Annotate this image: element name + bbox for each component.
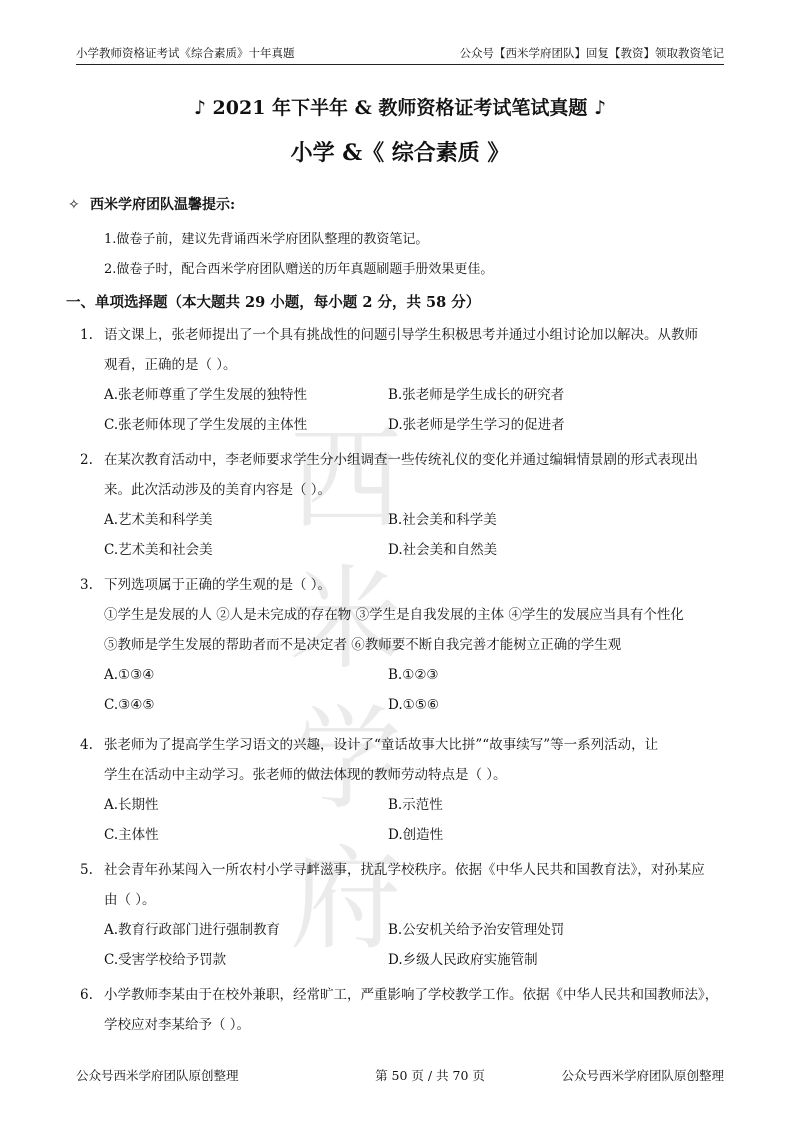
section-title: 一、单项选择题（本大题共 29 小题，每小题 2 分，共 58 分） bbox=[66, 294, 481, 311]
tip-item: 2.做卷子时，配合西米学府团队赠送的历年真题刷题手册效果更佳。 bbox=[104, 262, 494, 277]
option-d[interactable]: D.创造性 bbox=[388, 827, 444, 843]
question-text: 学校应对李某给予（ ）。 bbox=[104, 1017, 251, 1033]
subject-title: 小学 &《 综合素质 》 bbox=[290, 140, 510, 166]
option-b[interactable]: B.示范性 bbox=[388, 797, 443, 813]
question-3 bbox=[80, 570, 722, 720]
tip-item: 1.做卷子前，建议先背诵西米学府团队整理的教资笔记。 bbox=[104, 232, 429, 247]
option-b[interactable]: B.张老师是学生成长的研究者 bbox=[388, 387, 565, 403]
option-a[interactable]: A.长期性 bbox=[104, 797, 159, 813]
option-a[interactable]: A.教育行政部门进行强制教育 bbox=[104, 922, 281, 938]
option-b[interactable]: B.公安机关给予治安管理处罚 bbox=[388, 922, 565, 938]
footer-right: 公众号西米学府团队原创整理 bbox=[561, 1068, 724, 1083]
options bbox=[80, 915, 722, 975]
options bbox=[80, 790, 722, 850]
question-text: 语文课上，张老师提出了一个具有挑战性的问题引导学生积极思考并通过小组讨论加以解决。从教师 bbox=[104, 327, 698, 343]
question-statements: ⑤教师是学生发展的帮助者而不是决定者 ⑥教师要不断自我完善才能树立正确的学生观 bbox=[104, 637, 622, 653]
option-d[interactable]: D.张老师是学生学习的促进者 bbox=[388, 417, 565, 433]
question-6 bbox=[80, 980, 722, 1040]
option-c[interactable]: C.艺术美和社会美 bbox=[104, 542, 213, 558]
option-d[interactable]: D.社会美和自然美 bbox=[388, 542, 498, 558]
option-b[interactable]: B.社会美和科学美 bbox=[388, 512, 497, 528]
option-a[interactable]: A.①③④ bbox=[104, 667, 155, 683]
question-text: 小学教师李某由于在校外兼职，经常旷工，严重影响了学校教学工作。依据《中华人民共和国教师法》， bbox=[104, 987, 719, 1003]
option-c[interactable]: C.主体性 bbox=[104, 827, 159, 843]
question-number: 6. bbox=[80, 987, 93, 1003]
question-number: 3. bbox=[80, 577, 93, 593]
options bbox=[80, 505, 722, 565]
question-text: 社会青年孙某闯入一所农村小学寻衅滋事，扰乱学校秩序。依据《中华人民共和国教育法》，对孙某应 bbox=[104, 862, 705, 878]
option-a[interactable]: A.艺术美和科学美 bbox=[104, 512, 213, 528]
question-number: 2. bbox=[80, 452, 93, 468]
question-number: 4. bbox=[80, 737, 93, 753]
option-d[interactable]: D.①⑤⑥ bbox=[388, 697, 439, 713]
question-number: 5. bbox=[80, 862, 93, 878]
page-number: 第 50 页 / 共 70 页 bbox=[375, 1068, 485, 1083]
question-text: 下列选项属于正确的学生观的是（ ）。 bbox=[104, 577, 332, 593]
options bbox=[80, 660, 722, 720]
question-text: 在某次教育活动中，李老师要求学生分小组调查一些传统礼仪的变化并通过编辑情景剧的形式表现出 bbox=[104, 452, 698, 468]
page-footer bbox=[76, 1066, 724, 1086]
option-c[interactable]: C.张老师体现了学生发展的主体性 bbox=[104, 417, 308, 433]
header-right: 公众号【西米学府团队】回复【教资】领取教资笔记 bbox=[459, 46, 724, 60]
question-statements: ①学生是发展的人 ②人是未完成的存在物 ③学生是自我发展的主体 ④学生的发展应当具有个性化 bbox=[104, 607, 684, 623]
page-header bbox=[76, 40, 724, 65]
question-text: 张老师为了提高学生学习语文的兴趣，设计了“童话故事大比拼”“故事续写”等一系列活动，让 bbox=[104, 737, 659, 753]
question-4 bbox=[80, 730, 722, 850]
footer-left: 公众号西米学府团队原创整理 bbox=[76, 1068, 239, 1083]
question-text: 观看，正确的是（ ）。 bbox=[104, 357, 237, 373]
tips-heading-text: 西米学府团队温馨提示: bbox=[90, 197, 236, 213]
option-d[interactable]: D.乡级人民政府实施管制 bbox=[388, 952, 538, 968]
tips-heading bbox=[68, 194, 235, 216]
header-left: 小学教师资格证考试《综合素质》十年真题 bbox=[76, 46, 295, 60]
option-c[interactable]: C.③④⑤ bbox=[104, 697, 155, 713]
options bbox=[80, 380, 722, 440]
question-text: 学生在活动中主动学习。张老师的做法体现的教师劳动特点是（ ）。 bbox=[104, 767, 507, 783]
exam-title: ♪ 2021 年下半年 & 教师资格证考试笔试真题 ♪ bbox=[193, 97, 607, 119]
question-number: 1. bbox=[80, 327, 93, 343]
question-text: 由（ ）。 bbox=[104, 892, 156, 908]
watermark: 西米学府 bbox=[290, 415, 396, 965]
option-a[interactable]: A.张老师尊重了学生发展的独特性 bbox=[104, 387, 308, 403]
question-1 bbox=[80, 320, 722, 440]
question-2 bbox=[80, 445, 722, 565]
question-5 bbox=[80, 855, 722, 975]
option-b[interactable]: B.①②③ bbox=[388, 667, 439, 683]
sparkle-icon: ✧ bbox=[68, 197, 80, 213]
question-text: 来。此次活动涉及的美育内容是（ ）。 bbox=[104, 482, 332, 498]
option-c[interactable]: C.受害学校给予罚款 bbox=[104, 952, 227, 968]
